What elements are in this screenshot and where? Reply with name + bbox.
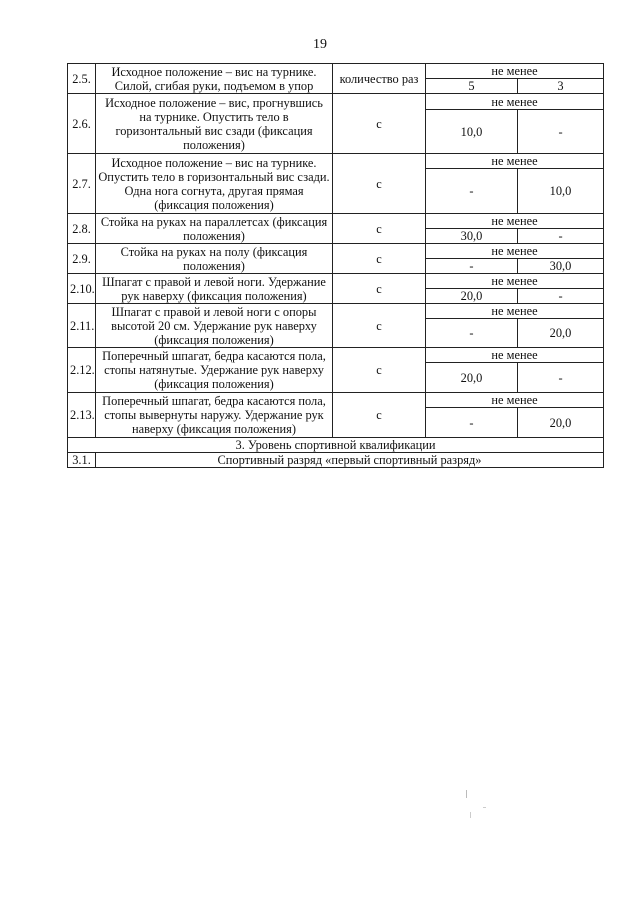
row-number: 2.13. — [68, 393, 96, 438]
row-unit: с — [333, 393, 426, 438]
row-value-1: - — [426, 259, 518, 274]
row-value-1: - — [426, 319, 518, 348]
row-description: Поперечный шпагат, бедра касаются пола, стопы вывернуты наружу. Удержание рук наверху (фиксация положения) — [96, 393, 333, 438]
table-row — [68, 154, 604, 169]
row-number: 2.9. — [68, 244, 96, 274]
row-description: Стойка на руках на параллетсах (фиксация положения) — [96, 214, 333, 244]
row-value-1: 20,0 — [426, 289, 518, 304]
row-unit: с — [333, 274, 426, 304]
row-description: Исходное положение – вис на турнике. Опустить тело в горизонтальный вис сзади. Одна нога согнута, другая прямая (фиксация положения) — [96, 154, 333, 214]
table-row — [68, 453, 604, 468]
row-number: 2.11. — [68, 304, 96, 348]
row-description: Исходное положение – вис, прогнувшись на турнике. Опустить тело в горизонтальный вис сзади (фиксация положения) — [96, 94, 333, 154]
min-label: не менее — [426, 393, 604, 408]
row-unit: с — [333, 244, 426, 274]
row-value-1: - — [426, 408, 518, 438]
row-number: 2.12. — [68, 348, 96, 393]
row-unit: с — [333, 304, 426, 348]
row-unit: с — [333, 94, 426, 154]
row-value-1: 20,0 — [426, 363, 518, 393]
table-row — [68, 393, 604, 408]
row-value-2: 20,0 — [518, 319, 604, 348]
page-number: 19 — [313, 37, 327, 52]
row-value-2: 30,0 — [518, 259, 604, 274]
table-row — [68, 274, 604, 289]
row-unit: с — [333, 214, 426, 244]
row-description: Шпагат с правой и левой ноги с опоры высотой 20 см. Удержание рук наверху (фиксация положения) — [96, 304, 333, 348]
section-title: 3. Уровень спортивной квалификации — [68, 438, 604, 453]
row-description: Шпагат с правой и левой ноги. Удержание рук наверху (фиксация положения) — [96, 274, 333, 304]
min-label: не менее — [426, 94, 604, 110]
row-number: 3.1. — [68, 453, 96, 468]
row-number: 2.10. — [68, 274, 96, 304]
min-label: не менее — [426, 244, 604, 259]
table-row — [68, 214, 604, 229]
row-value-2: 3 — [518, 79, 604, 94]
row-value-1: 10,0 — [426, 110, 518, 154]
row-description: Поперечный шпагат, бедра касаются пола, стопы натянутые. Удержание рук наверху (фиксация положения) — [96, 348, 333, 393]
row-number: 2.7. — [68, 154, 96, 214]
row-value-1: 30,0 — [426, 229, 518, 244]
standards-table — [67, 63, 604, 468]
row-value-2: - — [518, 110, 604, 154]
min-label: не менее — [426, 154, 604, 169]
table-row — [68, 244, 604, 259]
row-value-2: - — [518, 229, 604, 244]
min-label: не менее — [426, 274, 604, 289]
min-label: не менее — [426, 348, 604, 363]
min-label: не менее — [426, 304, 604, 319]
row-value-2: - — [518, 363, 604, 393]
row-unit: с — [333, 348, 426, 393]
scan-mark — [466, 790, 467, 798]
scan-mark — [470, 812, 471, 818]
row-value-1: 5 — [426, 79, 518, 94]
row-value-2: 20,0 — [518, 408, 604, 438]
row-description: Исходное положение – вис на турнике. Силой, сгибая руки, подъемом в упор — [96, 64, 333, 94]
section-header-row — [68, 438, 604, 453]
table-row — [68, 304, 604, 319]
table-row — [68, 94, 604, 110]
row-unit: количество раз — [333, 64, 426, 94]
row-value-2: - — [518, 289, 604, 304]
row-unit: с — [333, 154, 426, 214]
row-value-1: - — [426, 169, 518, 214]
scan-mark — [483, 807, 486, 808]
row-description: Стойка на руках на полу (фиксация положения) — [96, 244, 333, 274]
min-label: не менее — [426, 64, 604, 79]
table-row — [68, 348, 604, 363]
row-number: 2.5. — [68, 64, 96, 94]
min-label: не менее — [426, 214, 604, 229]
section-row-text: Спортивный разряд «первый спортивный разряд» — [96, 453, 604, 468]
row-number: 2.6. — [68, 94, 96, 154]
row-number: 2.8. — [68, 214, 96, 244]
table-row — [68, 64, 604, 79]
row-value-2: 10,0 — [518, 169, 604, 214]
